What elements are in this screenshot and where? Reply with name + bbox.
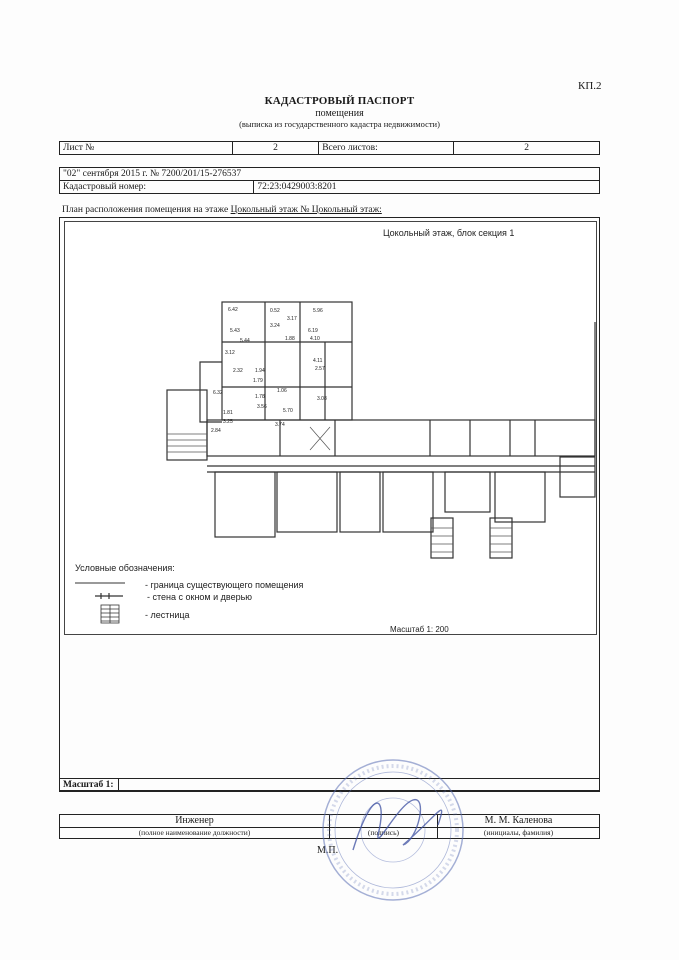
room-area-label: 3.56 xyxy=(257,404,267,410)
room-area-label: 5.70 xyxy=(283,408,293,414)
official-seal xyxy=(318,755,468,905)
cadastral-label: Кадастровый номер: xyxy=(60,181,254,194)
room-area-label: 5.96 xyxy=(313,308,323,314)
legend-item: - граница существующего помещения xyxy=(145,580,304,590)
room-area-label: 0.52 xyxy=(270,308,280,314)
room-area-label: 3.24 xyxy=(270,323,280,329)
plan-scale: Масштаб 1: 200 xyxy=(390,625,449,634)
floor-plan-drawing xyxy=(64,221,597,635)
plan-room-lower xyxy=(495,472,545,522)
room-area-label: 6.19 xyxy=(308,328,318,334)
sheet-value: 2 xyxy=(232,142,318,155)
room-area-label: 1.06 xyxy=(277,388,287,394)
sheet-label: Лист № xyxy=(60,142,233,155)
plan-room-lower xyxy=(215,472,275,537)
room-area-label: 1.79 xyxy=(253,378,263,384)
room-area-label: 1.94 xyxy=(255,368,265,374)
position-value: Инженер xyxy=(60,815,330,828)
document-title: КАДАСТРОВЫЙ ПАСПОРТ xyxy=(264,95,415,107)
scale-label: Масштаб 1: xyxy=(60,779,119,792)
room-area-label: 3.08 xyxy=(317,396,327,402)
floor-plan-svg xyxy=(65,222,596,634)
room-area-label: 1.81 xyxy=(223,410,233,416)
room-area-label: 5.43 xyxy=(230,328,240,334)
room-area-label: 6.42 xyxy=(228,307,238,313)
legend-item: - стена с окном и дверью xyxy=(147,592,253,602)
room-area-label: 1.88 xyxy=(285,336,295,342)
plan-corridor xyxy=(207,420,595,456)
sheet-info-table xyxy=(59,141,600,155)
total-sheets-value: 2 xyxy=(454,142,600,155)
document-subtitle: помещения xyxy=(315,108,364,119)
plan-caption: Цокольный этаж, блок секция 1 xyxy=(383,228,515,238)
plan-label-floor: Цокольный этаж № Цокольный этаж: xyxy=(230,205,382,215)
position-caption: (полное наименование должности) xyxy=(60,828,330,839)
plan-room-lower xyxy=(560,457,595,497)
legend-item: - лестница xyxy=(145,610,190,620)
plan-room-lower xyxy=(445,472,490,512)
cadastral-value: 72:23:0429003:8201 xyxy=(254,181,600,194)
sheet-code: КП.2 xyxy=(578,80,602,92)
room-area-label: 2.57 xyxy=(315,366,325,372)
signature-mark xyxy=(353,800,442,850)
signature-caption: (подпись) xyxy=(330,828,438,839)
plan-label-prefix: План расположения помещения на этаже xyxy=(62,205,229,215)
plan-room-lower xyxy=(340,472,380,532)
stamp-mark: М.П. xyxy=(317,845,339,856)
room-area-label: 3.17 xyxy=(287,316,297,322)
room-area-label: 4.11 xyxy=(313,358,323,364)
document-note: (выписка из государственного кадастра недвижимости) xyxy=(239,119,440,129)
plan-stair-left xyxy=(167,390,207,460)
room-area-label: 1.78 xyxy=(255,394,265,400)
room-area-label: 2.32 xyxy=(233,368,243,374)
name-caption: (инициалы, фамилия) xyxy=(438,828,600,839)
room-area-label: 3.74 xyxy=(275,422,285,428)
total-sheets-label: Всего листов: xyxy=(319,142,454,155)
room-area-label: 6.32 xyxy=(213,390,223,396)
room-area-label: 3.12 xyxy=(225,350,235,356)
legend-title: Условные обозначения: xyxy=(75,563,175,573)
legend-wall-symbol xyxy=(95,593,123,599)
plan-label xyxy=(62,205,382,215)
room-area-label: 3.25 xyxy=(223,419,233,425)
plan-room-lower xyxy=(383,472,433,532)
name-value: М. М. Каленова xyxy=(438,815,600,828)
plan-room-lower xyxy=(277,472,337,532)
document-info-table xyxy=(59,167,600,194)
date-number: "02" сентября 2015 г. № 7200/201/15-276537 xyxy=(60,168,600,181)
room-area-label: 4.10 xyxy=(310,336,320,342)
legend-stair-symbol xyxy=(101,605,119,623)
room-area-label: 5.44 xyxy=(240,338,250,344)
room-area-label: 2.84 xyxy=(211,428,221,434)
